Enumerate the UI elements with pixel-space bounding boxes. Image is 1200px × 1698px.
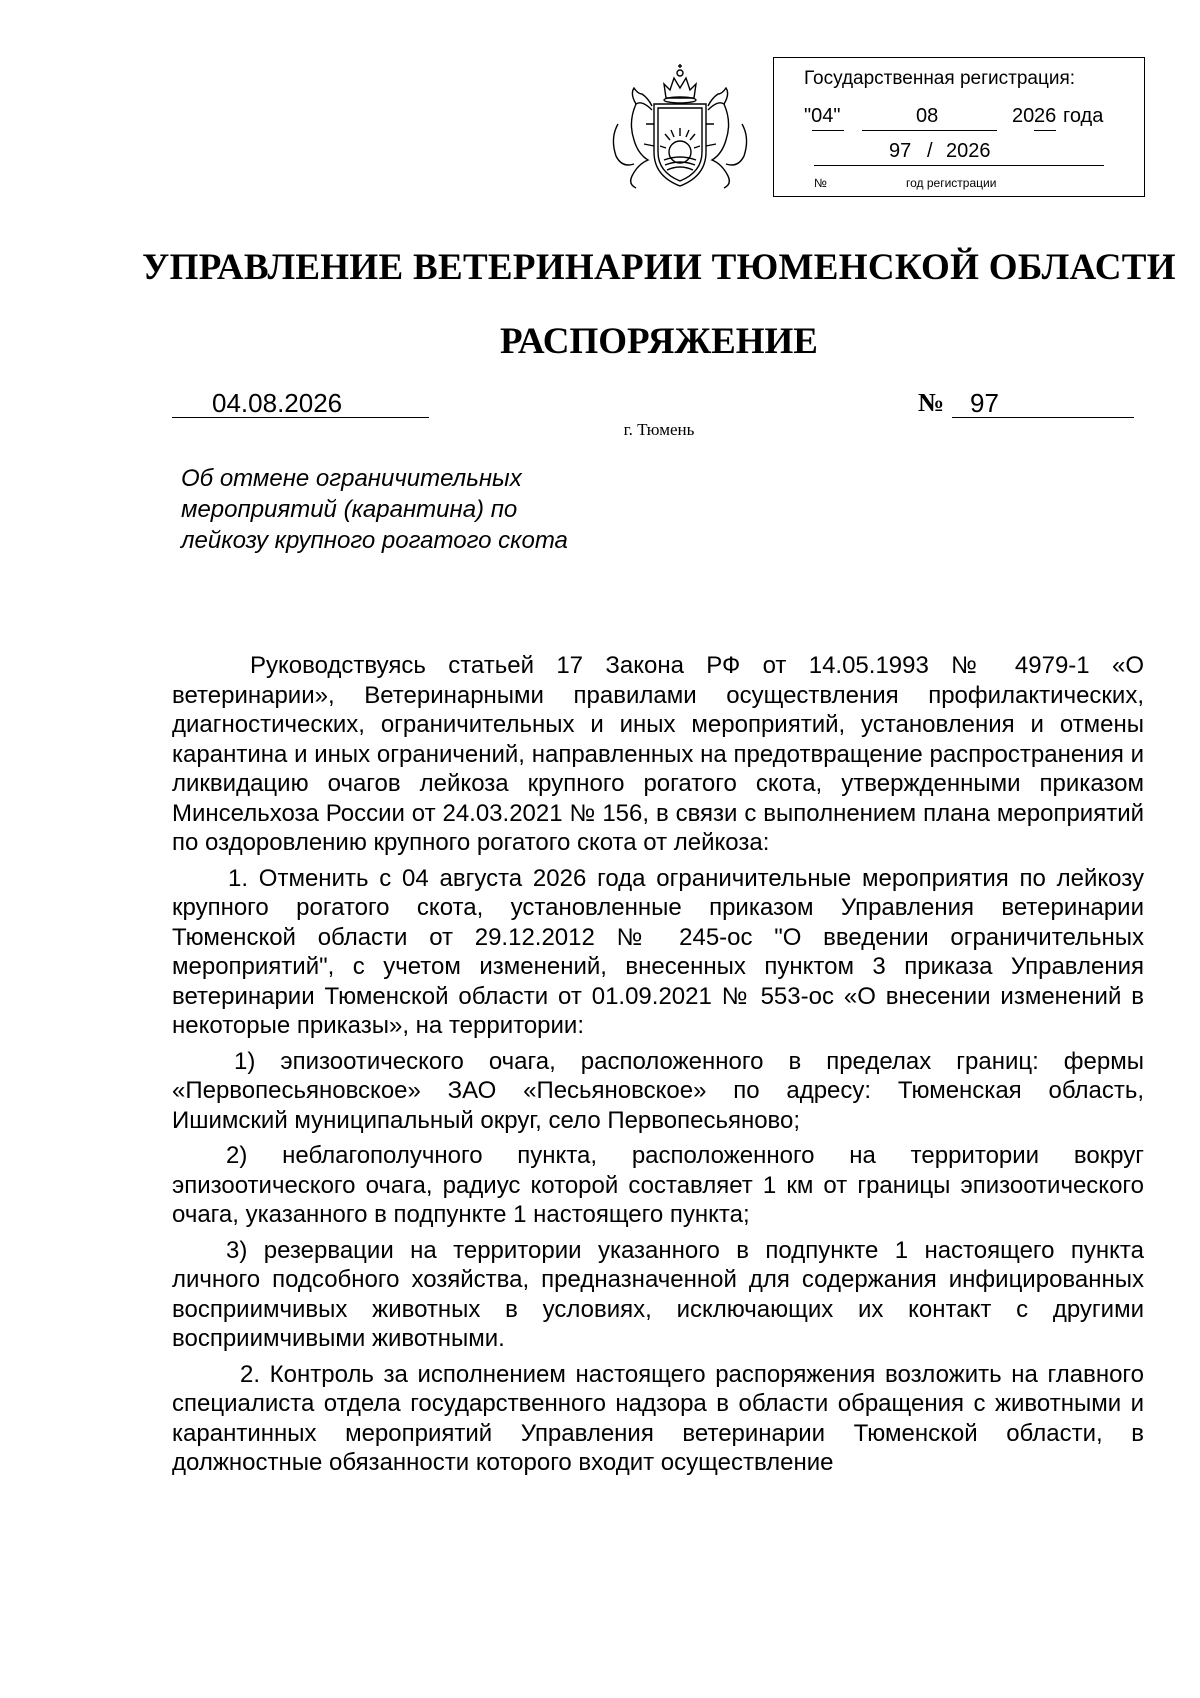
- number-underline: [952, 417, 1134, 418]
- body-paragraph-item-2: 2. Контроль за исполнением настоящего распоряжения возложить на главного специалиста отдела государственного надзора в области обращения с животными и карантинных мероприятий Управления ветеринарии Тюменской области, в должностные обязанности которого входит осуществление: [172, 1360, 1144, 1476]
- body-paragraph-preamble: Руководствуясь статьей 17 Закона РФ от 14.05.1993 № 4979-1 «О ветеринарии», Ветеринарными правилами осуществления профилактических, диагностических, ограничительных и иных мероприятий, установления и отмены карантина и иных ограничений, направленных на предотвращение распространения и ликвидацию очагов лейкоза крупного рогатого скота, утвержденными приказом Минсельхоза России от 24.03.2021 № 156, в связи с выполнением плана мероприятий по оздоровлению крупного рогатого скота от лейкоза:: [172, 652, 1144, 856]
- date-underline: [172, 417, 429, 418]
- document-number-sign: №: [918, 388, 945, 417]
- body-paragraph-subitem-3: 3) резервации на территории указанного в подпункте 1 настоящего пункта личного подсобного хозяйства, предназначенной для содержания инфицированных восприимчивых животных в условиях, исключающих их контакт с другими восприимчивыми животными.: [172, 1236, 1144, 1352]
- registration-number-caption: №: [814, 176, 827, 190]
- document-city: г. Тюмень: [623, 420, 695, 439]
- registration-year-word: года: [1063, 105, 1104, 127]
- subject-line: Об отмене ограничительных: [181, 465, 522, 492]
- registration-month: 08: [916, 105, 939, 127]
- document-type: РАСПОРЯЖЕНИЕ: [499, 321, 818, 362]
- registration-year-caption: год регистрации: [906, 176, 997, 190]
- registration-box: [773, 57, 1145, 197]
- registration-number-line: [814, 140, 1104, 166]
- registration-year-suffix: 26: [1034, 105, 1057, 127]
- body-paragraph-subitem-1: 1) эпизоотического очага, расположенного в пределах границ: фермы «Первопесьяновское» ЗАО «Песьяновское» по адресу: Тюменская область, Ишимский муниципальный округ, село Первопесьяново;: [172, 1047, 1144, 1134]
- document-number: 97: [970, 388, 999, 418]
- body-paragraph-subitem-2: 2) неблагополучного пункта, расположенного на территории вокруг эпизоотического очага, радиус которой составляет 1 км от границы эпизоотического очага, указанного в подпункте 1 настоящего пункта;: [172, 1142, 1144, 1228]
- registration-day: "04": [804, 105, 841, 127]
- document-date: 04.08.2026: [212, 388, 343, 418]
- registration-year: 2026: [946, 140, 991, 162]
- document-subject: [181, 463, 568, 556]
- document-body: [172, 651, 1144, 1478]
- registration-number: 97: [889, 140, 912, 162]
- subject-line: мероприятий (карантина) по: [181, 496, 518, 523]
- subject-line: лейкозу крупного рогатого скота: [181, 527, 568, 554]
- registration-title: Государственная регистрация:: [804, 68, 1076, 89]
- organization-title: УПРАВЛЕНИЕ ВЕТЕРИНАРИИ ТЮМЕНСКОЙ ОБЛАСТИ: [142, 247, 1176, 288]
- registration-date-line: [804, 105, 1134, 131]
- body-paragraph-item-1: 1. Отменить с 04 августа 2026 года ограничительные мероприятия по лейкозу крупного рогатого скота, установленные приказом Управления ветеринарии Тюменской области от 29.12.2012 № 245-ос "О введении ограничительных мероприятий", с учетом изменений, внесенных пунктом 3 приказа Управления ветеринарии Тюменской области от 01.09.2021 № 553-ос «О внесении изменений в некоторые приказы», на территории:: [172, 864, 1144, 1039]
- registration-slash: /: [927, 140, 933, 162]
- coat-of-arms-emblem: [598, 64, 762, 194]
- registration-year-prefix: 20: [1012, 105, 1035, 127]
